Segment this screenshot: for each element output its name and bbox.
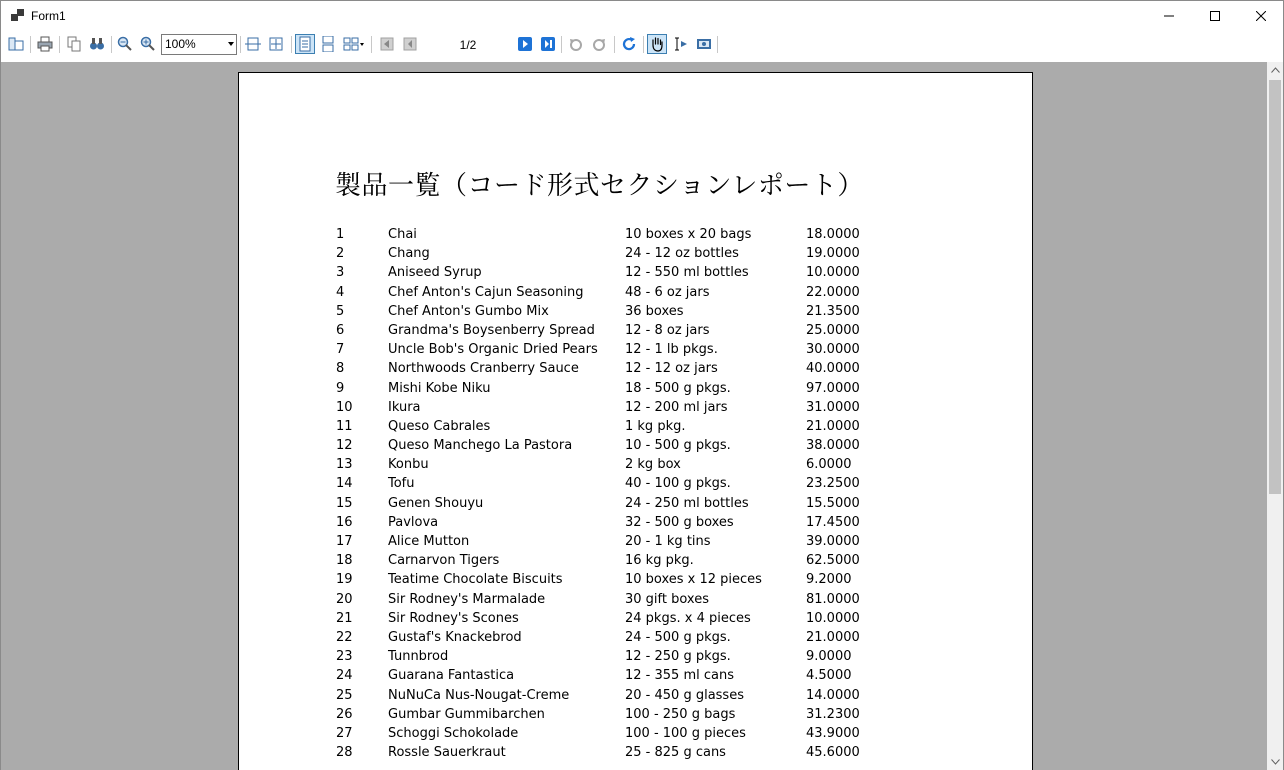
previous-page-icon bbox=[402, 36, 418, 52]
quantity-per-unit: 12 - 1 lb pkgs. bbox=[625, 342, 718, 358]
table-row bbox=[335, 496, 935, 515]
last-page-button[interactable] bbox=[538, 34, 558, 54]
product-name: Chef Anton's Gumbo Mix bbox=[388, 303, 549, 319]
page-number-field[interactable]: 1/2 bbox=[459, 38, 477, 52]
product-id: 10 bbox=[336, 399, 353, 415]
first-page-icon bbox=[379, 36, 395, 52]
unit-price: 9.2000 bbox=[806, 572, 852, 588]
product-id: 26 bbox=[336, 706, 353, 722]
table-row bbox=[335, 611, 935, 630]
fit-page-button[interactable] bbox=[266, 34, 286, 54]
product-id: 17 bbox=[336, 534, 353, 549]
unit-price: 9.0000 bbox=[806, 649, 852, 665]
quantity-per-unit: 10 boxes x 20 bags bbox=[625, 227, 752, 242]
scroll-up-arrow-icon[interactable] bbox=[1267, 62, 1283, 78]
product-name: Teatime Chocolate Biscuits bbox=[388, 572, 563, 588]
multipage-view-button[interactable] bbox=[341, 34, 367, 54]
table-row bbox=[335, 688, 935, 707]
unit-price: 10.0000 bbox=[806, 265, 860, 281]
product-name: Grandma's Boysenberry Spread bbox=[388, 322, 595, 338]
last-page-icon bbox=[540, 36, 556, 52]
table-row bbox=[335, 668, 935, 687]
unit-price: 39.0000 bbox=[806, 534, 860, 549]
product-name: Aniseed Syrup bbox=[388, 265, 482, 281]
table-row bbox=[335, 515, 935, 534]
product-id: 19 bbox=[336, 572, 353, 588]
product-id: 1 bbox=[336, 227, 345, 242]
quantity-per-unit: 24 pkgs. x 4 pieces bbox=[625, 610, 751, 626]
product-id: 23 bbox=[336, 649, 353, 665]
back-button[interactable] bbox=[566, 34, 586, 54]
product-id: 12 bbox=[336, 438, 353, 454]
quantity-per-unit: 24 - 500 g pkgs. bbox=[625, 629, 731, 645]
product-id: 15 bbox=[336, 495, 353, 511]
table-row bbox=[335, 649, 935, 668]
table-row bbox=[335, 745, 935, 764]
fit-page-icon bbox=[268, 36, 284, 52]
product-name: Gumbar Gummibarchen bbox=[388, 706, 545, 722]
zoom-out-button[interactable] bbox=[115, 34, 135, 54]
product-name: Chai bbox=[388, 227, 417, 242]
product-id: 11 bbox=[336, 418, 353, 434]
text-select-button[interactable] bbox=[671, 34, 691, 54]
product-name: Rossle Sauerkraut bbox=[388, 745, 506, 761]
quantity-per-unit: 12 - 8 oz jars bbox=[625, 322, 710, 338]
product-name: Sir Rodney's Marmalade bbox=[388, 591, 546, 607]
copy-icon bbox=[66, 36, 82, 52]
printer-icon bbox=[37, 36, 53, 52]
product-name: Mishi Kobe Niku bbox=[388, 380, 491, 396]
table-row bbox=[335, 227, 935, 246]
app-icon bbox=[11, 9, 25, 23]
zoom-out-icon bbox=[117, 36, 133, 52]
unit-price: 81.0000 bbox=[806, 591, 860, 607]
viewer-toolbar bbox=[1, 31, 1283, 59]
quantity-per-unit: 12 - 12 oz jars bbox=[625, 361, 718, 377]
hand-icon bbox=[649, 36, 665, 52]
zoom-value: 100% bbox=[165, 37, 196, 51]
product-id: 18 bbox=[336, 553, 353, 569]
product-id: 14 bbox=[336, 476, 353, 492]
product-name: Tunnbrod bbox=[388, 649, 449, 665]
quantity-per-unit: 1 kg pkg. bbox=[625, 418, 686, 434]
unit-price: 40.0000 bbox=[806, 361, 860, 377]
report-viewer-area[interactable] bbox=[1, 62, 1267, 770]
product-id: 2 bbox=[336, 246, 345, 262]
table-row bbox=[335, 419, 935, 438]
product-id: 8 bbox=[336, 361, 345, 377]
refresh-button[interactable] bbox=[619, 34, 639, 54]
table-row bbox=[335, 592, 935, 611]
product-name: Konbu bbox=[388, 457, 429, 473]
table-row bbox=[335, 726, 935, 745]
product-name: Northwoods Cranberry Sauce bbox=[388, 361, 579, 377]
product-id: 27 bbox=[336, 725, 353, 741]
unit-price: 18.0000 bbox=[806, 227, 860, 242]
toggle-sidebar-button[interactable] bbox=[6, 34, 26, 54]
single-page-view-button[interactable] bbox=[295, 34, 315, 54]
text-cursor-icon bbox=[673, 36, 689, 52]
unit-price: 30.0000 bbox=[806, 342, 860, 358]
redo-arrow-icon bbox=[591, 36, 607, 52]
unit-price: 43.9000 bbox=[806, 725, 860, 741]
product-id: 25 bbox=[336, 687, 353, 703]
previous-page-button[interactable] bbox=[400, 34, 420, 54]
product-name: Queso Cabrales bbox=[388, 418, 491, 434]
unit-price: 97.0000 bbox=[806, 380, 860, 396]
quantity-per-unit: 20 - 450 g glasses bbox=[625, 687, 744, 703]
table-row bbox=[335, 553, 935, 572]
product-id: 28 bbox=[336, 745, 353, 761]
next-page-icon bbox=[517, 36, 533, 52]
table-row bbox=[335, 707, 935, 726]
product-id: 22 bbox=[336, 629, 353, 645]
product-name: Pavlova bbox=[388, 514, 439, 530]
table-row bbox=[335, 400, 935, 419]
quantity-per-unit: 20 - 1 kg tins bbox=[625, 534, 711, 549]
unit-price: 21.0000 bbox=[806, 418, 860, 434]
single-page-icon bbox=[297, 36, 313, 52]
product-name: Gustaf's Knackebrod bbox=[388, 629, 522, 645]
close-button[interactable] bbox=[1238, 1, 1284, 31]
table-row bbox=[335, 246, 935, 265]
table-row bbox=[335, 342, 935, 361]
camera-icon bbox=[696, 36, 712, 52]
quantity-per-unit: 100 - 100 g pieces bbox=[625, 725, 746, 741]
snapshot-button[interactable] bbox=[694, 34, 714, 54]
first-page-button[interactable] bbox=[377, 34, 397, 54]
product-id: 3 bbox=[336, 265, 345, 281]
unit-price: 10.0000 bbox=[806, 610, 860, 626]
unit-price: 6.0000 bbox=[806, 457, 852, 473]
quantity-per-unit: 30 gift boxes bbox=[625, 591, 709, 607]
product-id: 9 bbox=[336, 380, 345, 396]
product-name: Alice Mutton bbox=[388, 534, 470, 549]
forward-button[interactable] bbox=[589, 34, 609, 54]
quantity-per-unit: 12 - 200 ml jars bbox=[625, 399, 728, 415]
product-name: Genen Shouyu bbox=[388, 495, 484, 511]
refresh-icon bbox=[621, 36, 637, 52]
unit-price: 62.5000 bbox=[806, 553, 860, 569]
product-name: Sir Rodney's Scones bbox=[388, 610, 519, 626]
product-name: Schoggi Schokolade bbox=[388, 725, 519, 741]
quantity-per-unit: 2 kg box bbox=[625, 457, 681, 473]
product-id: 24 bbox=[336, 668, 353, 684]
table-row bbox=[335, 323, 935, 342]
product-id: 5 bbox=[336, 303, 345, 319]
find-button[interactable] bbox=[87, 34, 107, 54]
product-name: NuNuCa Nus-Nougat-Creme bbox=[388, 687, 570, 703]
unit-price: 25.0000 bbox=[806, 322, 860, 338]
quantity-per-unit: 25 - 825 g cans bbox=[625, 745, 726, 761]
title-bar bbox=[1, 1, 1283, 31]
table-row bbox=[335, 476, 935, 495]
product-name: Chang bbox=[388, 246, 430, 262]
product-name: Carnarvon Tigers bbox=[388, 553, 500, 569]
product-id: 7 bbox=[336, 342, 345, 358]
table-row bbox=[335, 304, 935, 323]
quantity-per-unit: 12 - 550 ml bottles bbox=[625, 265, 749, 281]
product-id: 16 bbox=[336, 514, 353, 530]
zoom-select[interactable] bbox=[161, 34, 237, 55]
report-page bbox=[238, 72, 1033, 770]
next-page-button[interactable] bbox=[515, 34, 535, 54]
sidebar-icon bbox=[8, 36, 24, 52]
chevron-down-icon bbox=[228, 42, 234, 46]
table-row bbox=[335, 285, 935, 304]
unit-price: 17.4500 bbox=[806, 514, 860, 530]
quantity-per-unit: 48 - 6 oz jars bbox=[625, 284, 710, 300]
continuous-view-button[interactable] bbox=[318, 34, 338, 54]
unit-price: 4.5000 bbox=[806, 668, 852, 684]
binoculars-icon bbox=[89, 36, 105, 52]
quantity-per-unit: 16 kg pkg. bbox=[625, 553, 694, 569]
zoom-in-button[interactable] bbox=[138, 34, 158, 54]
unit-price: 45.6000 bbox=[806, 745, 860, 761]
quantity-per-unit: 36 boxes bbox=[625, 303, 684, 319]
fit-width-icon bbox=[245, 36, 261, 52]
window-title: Form1 bbox=[31, 9, 66, 23]
quantity-per-unit: 10 - 500 g pkgs. bbox=[625, 438, 731, 454]
quantity-per-unit: 24 - 250 ml bottles bbox=[625, 495, 749, 511]
table-row bbox=[335, 265, 935, 284]
product-name: Uncle Bob's Organic Dried Pears bbox=[388, 342, 598, 358]
product-name: Guarana Fantastica bbox=[388, 668, 515, 684]
quantity-per-unit: 32 - 500 g boxes bbox=[625, 514, 734, 530]
undo-arrow-icon bbox=[568, 36, 584, 52]
table-row bbox=[335, 534, 935, 553]
table-row bbox=[335, 438, 935, 457]
vertical-scrollbar[interactable] bbox=[1267, 62, 1283, 770]
quantity-per-unit: 24 - 12 oz bottles bbox=[625, 246, 739, 262]
product-id: 20 bbox=[336, 591, 353, 607]
product-name: Ikura bbox=[388, 399, 421, 415]
product-id: 13 bbox=[336, 457, 353, 473]
table-row bbox=[335, 361, 935, 380]
table-row bbox=[335, 457, 935, 476]
product-list bbox=[335, 227, 935, 764]
unit-price: 14.0000 bbox=[806, 687, 860, 703]
quantity-per-unit: 10 boxes x 12 pieces bbox=[625, 572, 762, 588]
pan-mode-button[interactable] bbox=[647, 34, 667, 54]
scrollbar-thumb[interactable] bbox=[1269, 80, 1281, 494]
product-name: Queso Manchego La Pastora bbox=[388, 438, 573, 454]
product-id: 4 bbox=[336, 284, 345, 300]
unit-price: 31.2300 bbox=[806, 706, 860, 722]
minimize-button[interactable] bbox=[1146, 1, 1192, 31]
maximize-button[interactable] bbox=[1192, 1, 1238, 31]
quantity-per-unit: 100 - 250 g bags bbox=[625, 706, 736, 722]
unit-price: 23.2500 bbox=[806, 476, 860, 492]
copy-button[interactable] bbox=[64, 34, 84, 54]
report-title: 製品一覧（コード形式セクションレポート） bbox=[335, 171, 864, 201]
zoom-in-icon bbox=[140, 36, 156, 52]
unit-price: 38.0000 bbox=[806, 438, 860, 454]
unit-price: 15.5000 bbox=[806, 495, 860, 511]
multipage-icon bbox=[343, 36, 365, 52]
table-row bbox=[335, 572, 935, 591]
table-row bbox=[335, 381, 935, 400]
unit-price: 22.0000 bbox=[806, 284, 860, 300]
quantity-per-unit: 12 - 250 g pkgs. bbox=[625, 649, 731, 665]
product-id: 21 bbox=[336, 610, 353, 626]
quantity-per-unit: 40 - 100 g pkgs. bbox=[625, 476, 731, 492]
unit-price: 21.0000 bbox=[806, 629, 860, 645]
quantity-per-unit: 18 - 500 g pkgs. bbox=[625, 380, 731, 396]
scroll-down-arrow-icon[interactable] bbox=[1267, 754, 1283, 770]
fit-width-button[interactable] bbox=[243, 34, 263, 54]
continuous-page-icon bbox=[320, 36, 336, 52]
print-button[interactable] bbox=[35, 34, 55, 54]
unit-price: 21.3500 bbox=[806, 303, 860, 319]
product-id: 6 bbox=[336, 322, 345, 338]
table-row bbox=[335, 630, 935, 649]
unit-price: 31.0000 bbox=[806, 399, 860, 415]
product-name: Chef Anton's Cajun Seasoning bbox=[388, 284, 584, 300]
unit-price: 19.0000 bbox=[806, 246, 860, 262]
product-name: Tofu bbox=[388, 476, 415, 492]
quantity-per-unit: 12 - 355 ml cans bbox=[625, 668, 734, 684]
